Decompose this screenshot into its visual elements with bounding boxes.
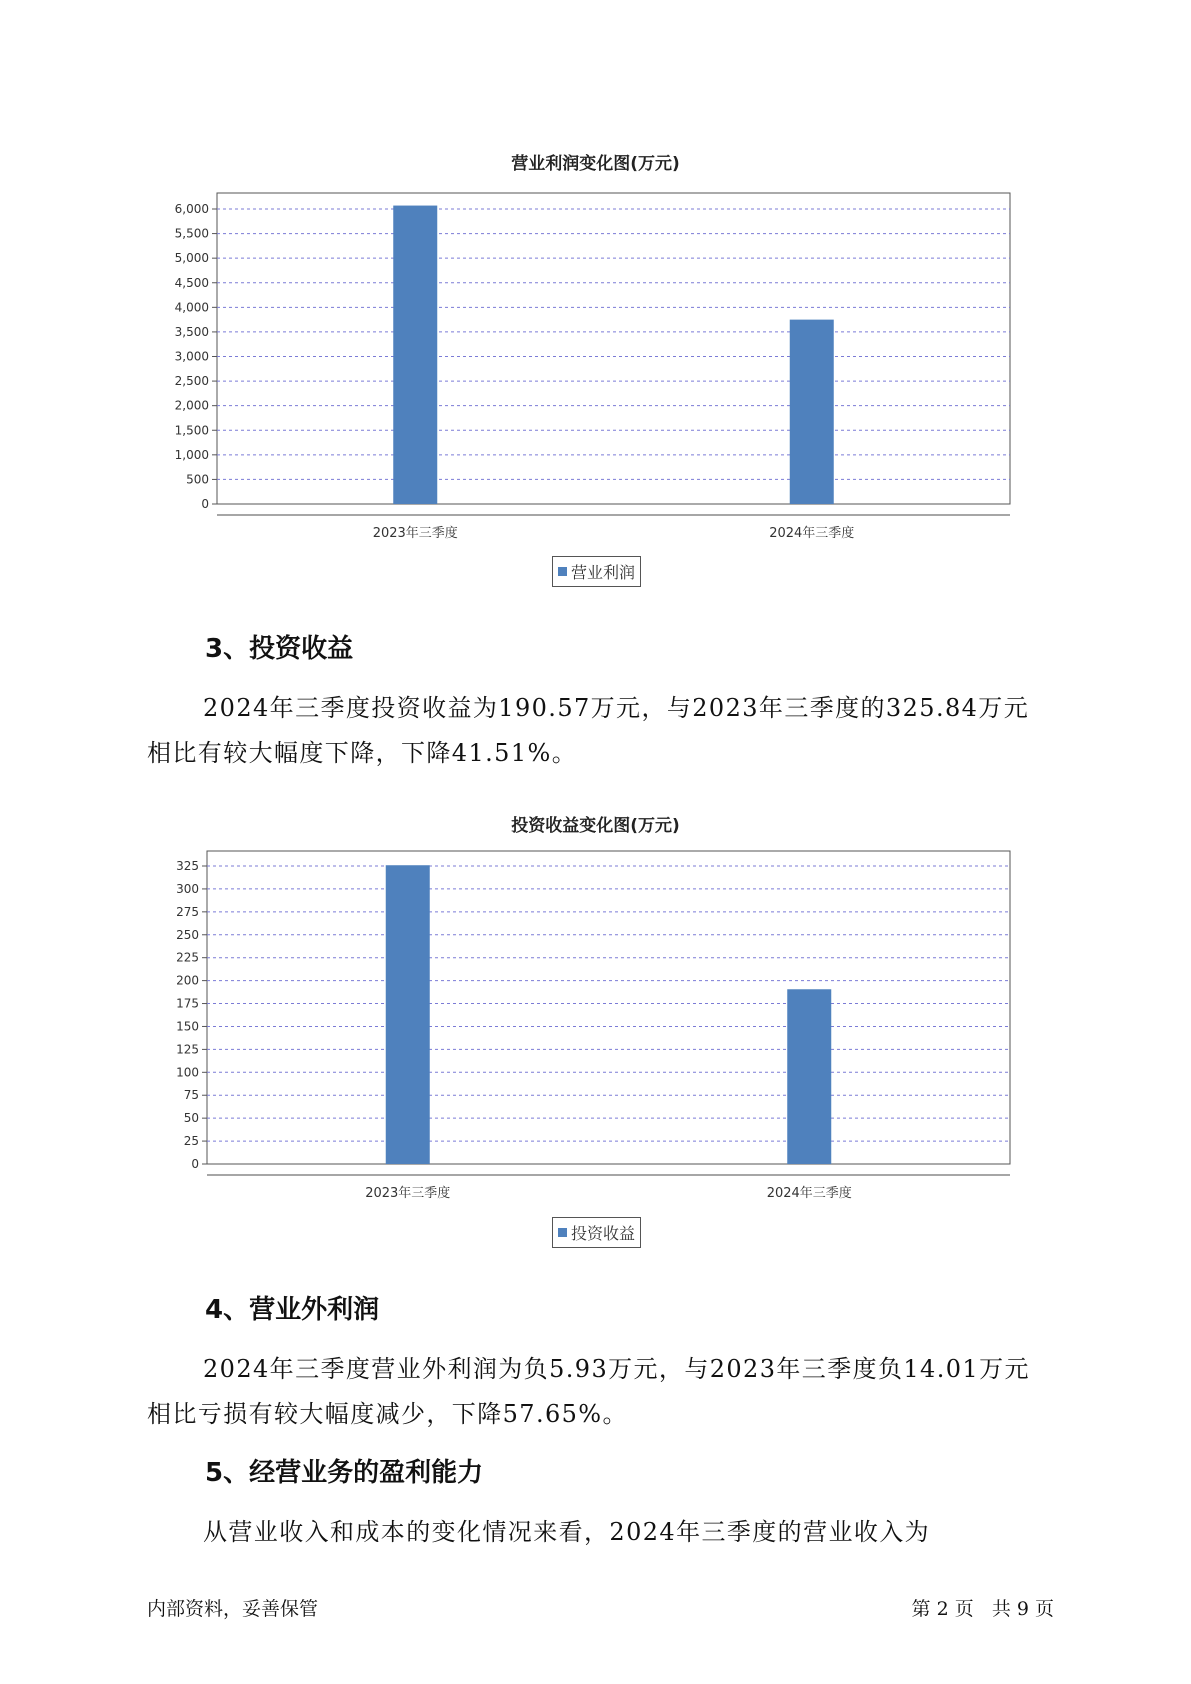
- chart2-ytick-label: 150: [176, 1019, 199, 1034]
- footer-confidential: 内部资料，妥善保管: [147, 1598, 319, 1620]
- chart2-ytick-label: 325: [176, 859, 199, 873]
- section5-heading: 5、经营业务的盈利能力: [205, 1458, 484, 1488]
- chart2-ytick-label: 175: [176, 996, 199, 1011]
- legend-swatch: [558, 1228, 567, 1237]
- chart2-ytick-label: 250: [176, 927, 199, 942]
- chart1-ytick-label: 2,500: [174, 374, 209, 389]
- section3-heading: 3、投资收益: [205, 634, 354, 664]
- chart1-ytick-label: 3,500: [174, 324, 209, 339]
- chart2-ytick-label: 275: [176, 904, 199, 919]
- chart2-ytick-label: 25: [183, 1134, 199, 1149]
- chart2-ytick-label: 50: [183, 1111, 199, 1126]
- chart2-ytick-label: 225: [176, 950, 199, 965]
- chart1-ytick-label: 6,000: [174, 202, 209, 216]
- chart1-category-label: 2023年三季度: [372, 526, 458, 541]
- section3-line1: 2024年三季度投资收益为190.57万元，与2023年三季度的325.84万元: [203, 694, 1030, 722]
- chart2-bar: [787, 989, 831, 1164]
- chart1-ytick-label: 4,000: [174, 300, 209, 315]
- chart2-plot-area: [207, 851, 1010, 1164]
- chart2-ytick-label: 200: [176, 973, 199, 988]
- chart2-ytick-label: 300: [176, 881, 199, 896]
- footer-page-number: 第 2 页 共 9 页: [911, 1598, 1054, 1620]
- chart2-category-label: 2024年三季度: [766, 1186, 852, 1201]
- chart1-ytick-label: 2,000: [174, 398, 209, 413]
- chart1-ytick-label: 4,500: [174, 275, 209, 290]
- section4-heading: 4、营业外利润: [205, 1295, 380, 1325]
- chart2-legend-label: 投资收益: [571, 1224, 636, 1243]
- chart1-category-label: 2024年三季度: [769, 526, 855, 541]
- chart1-ytick-label: 3,000: [174, 349, 209, 364]
- section5-line1: 从营业收入和成本的变化情况来看，2024年三季度的营业收入为: [203, 1518, 931, 1546]
- section3-line2: 相比有较大幅度下降，下降41.51%。: [147, 739, 578, 767]
- chart2-legend: [552, 1217, 641, 1248]
- chart2-bar: [386, 865, 430, 1164]
- chart2-ytick-label: 125: [176, 1042, 199, 1057]
- section4-line2: 相比亏损有较大幅度减少，下降57.65%。: [147, 1400, 628, 1428]
- chart2-ytick-label: 0: [191, 1157, 199, 1171]
- chart2-title: 投资收益变化图(万元): [511, 816, 680, 836]
- chart2-ytick-label: 75: [183, 1088, 199, 1103]
- chart1-title: 营业利润变化图(万元): [511, 154, 680, 174]
- chart1-ytick-label: 5,000: [174, 251, 209, 266]
- section4-line1: 2024年三季度营业外利润为负5.93万元，与2023年三季度负14.01万元: [203, 1355, 1030, 1383]
- chart1-ytick-label: 1,000: [174, 447, 209, 462]
- chart1-ytick-label: 5,500: [174, 226, 209, 241]
- chart1-ytick-label: 1,500: [174, 423, 209, 438]
- chart1-ytick-label: 0: [201, 497, 209, 511]
- chart1-ytick-label: 500: [186, 472, 209, 487]
- chart2-ytick-label: 100: [176, 1065, 199, 1080]
- chart2-category-label: 2023年三季度: [365, 1186, 451, 1201]
- chart1-legend-label: 营业利润: [571, 563, 636, 582]
